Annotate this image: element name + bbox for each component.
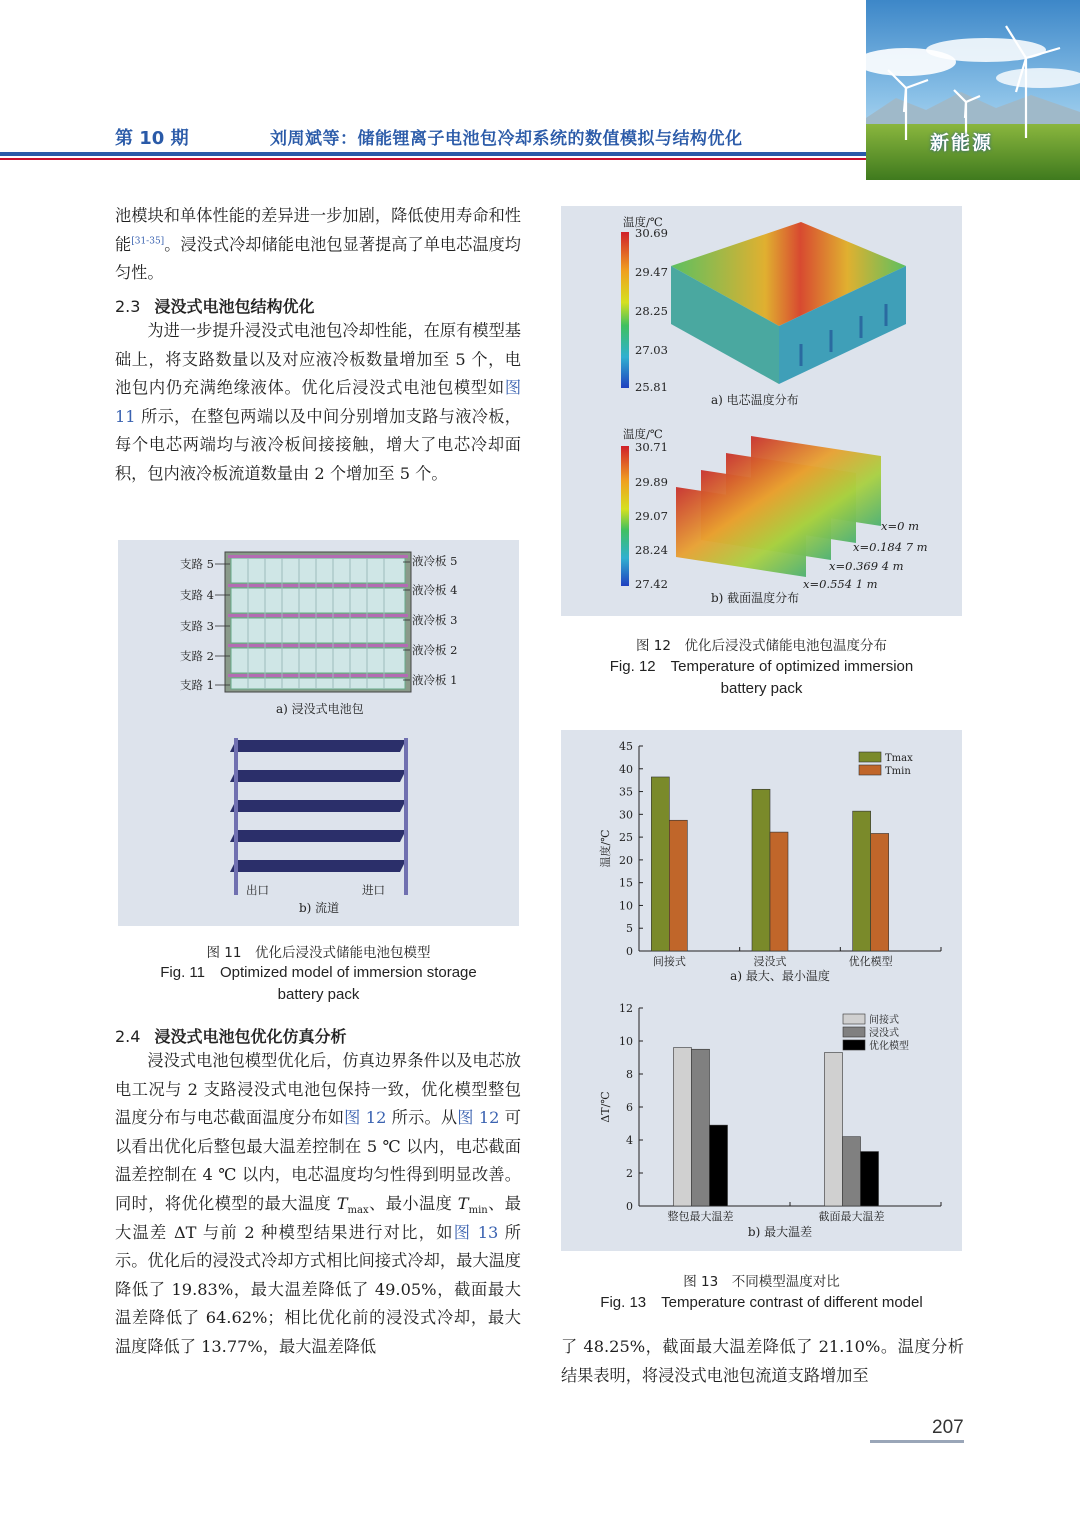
y-tick-label: 5 [626,922,633,936]
legend-label: Tmax [885,753,913,764]
bar [651,777,669,951]
page-header [0,0,1080,180]
running-title: 刘周斌等：储能锂离子电池包冷却系统的数值模拟与结构优化 [270,129,743,149]
corner-label: 新能源 [930,132,994,154]
colorbar-tick: 29.89 [635,475,668,489]
figure-ref[interactable]: 图 12 [457,1108,500,1128]
legend-swatch [859,765,881,775]
chart-title: a) 最大、最小温度 [730,969,830,983]
colorbar-title: 温度/℃ [623,215,663,229]
colorbar-tick: 25.81 [635,380,668,394]
text-run: 为进一步提升浸没式电池包冷却性能，在原有模型基础上，将支路数量以及对应液冷板数量增加至 5 个，电池包内仍充满绝缘液体。优化后浸没式电池包模型如 [115,321,521,398]
figure-12-caption-en [561,656,962,700]
figure-13-charts [561,730,962,1251]
x-tick-label: 优化模型 [848,955,893,968]
plate-label: 液冷板 1 [412,673,458,687]
colorbar-tick: 27.03 [635,343,668,357]
y-tick-label: 4 [626,1134,633,1147]
symbol: T [457,1193,469,1213]
bar [843,1137,861,1206]
colorbar-a-ticks [635,226,668,394]
y-tick-label: 6 [626,1101,633,1114]
section-title: 浸没式电池包优化仿真分析 [154,1027,347,1046]
plate-label: 液冷板 3 [412,613,458,627]
slice-label: x=0.369 4 m [829,559,904,573]
slice-label: x=0 m [881,519,919,533]
bar [861,1152,879,1206]
bar [770,832,788,951]
x-tick-label: 截面最大温差 [818,1210,885,1223]
bar [825,1053,843,1206]
section-number: 2.3 [115,297,141,316]
figure-11-caption-en [118,962,519,1006]
y-tick-label: 2 [626,1167,633,1180]
x-tick-label: 整包最大温差 [667,1210,734,1223]
text-run: 可以看出优化后整包最大温差控制在 5 ℃ 以内，电芯截面温差控制在 4 ℃ 以内，电芯温度均匀性得到明显改善。同时，将优化模型的最大温度 [115,1108,521,1213]
y-tick-label: 10 [619,899,633,913]
sub-caption-a: a) 浸没式电池包 [276,702,364,716]
figure-11 [118,540,519,926]
text-run: 池模块和单体性能的差异进一步加剧，降低使用寿命和性能 [115,206,521,254]
bar [669,820,687,951]
header-rule-blue [0,152,866,156]
y-tick-label: 35 [619,785,633,799]
branch-label: 支路 3 [180,619,214,633]
figure-13 [561,730,962,1251]
section-2-3-paragraph [115,317,521,489]
section-title: 浸没式电池包结构优化 [154,297,315,316]
y-tick-label: 8 [626,1068,633,1081]
section-heading-2-4 [115,1024,346,1047]
plate-label: 液冷板 2 [412,643,458,657]
bar [871,833,889,951]
figure-12 [561,206,962,616]
section-number: 2.4 [115,1027,141,1046]
figure-13-caption-cn: 图 13 不同模型温度对比 [683,1274,840,1290]
x-tick-label: 间接式 [652,955,686,968]
branch-label: 支路 5 [180,557,214,571]
y-tick-label: 0 [626,1200,633,1213]
caption-line: battery pack [720,680,803,697]
citation-ref[interactable]: [31-35] [131,236,165,247]
battery-modules [231,558,405,689]
plate-labels [412,554,457,687]
caption-line: Fig. 11 Optimized model of immersion storage [160,964,477,981]
flow-channels [230,738,406,895]
figure-13-caption-en: Fig. 13 Temperature contrast of different model [600,1294,923,1311]
y-tick-label: 30 [619,808,633,822]
y-tick-label: 15 [619,876,633,890]
x-tick-label: 浸没式 [753,955,787,968]
legend-swatch [843,1040,865,1050]
colorbar-tick: 27.42 [635,577,668,591]
colorbar-tick: 28.24 [635,543,668,557]
text-run: 所示，在整包两端以及中间分别增加支路与液冷板，每个电芯两端均与液冷板间接接触，增大了电芯冷却面积，包内液冷板流道数量由 2 个增加至 5 个。 [115,406,521,483]
section-slices [676,436,881,577]
colorbar-b-ticks [635,440,668,591]
colorbar-title: 温度/℃ [623,427,663,441]
symbol: T [336,1193,348,1213]
figure-11-caption-cn: 图 11 优化后浸没式储能电池包模型 [206,945,431,961]
page-number: 207 [932,1417,964,1438]
figure-ref[interactable]: 图 13 [453,1222,499,1242]
legend-swatch [843,1014,865,1024]
header-rule-red [0,158,866,160]
colorbar-tick: 29.07 [635,509,668,523]
plate-label: 液冷板 5 [412,554,458,568]
bar [752,789,770,951]
corner-photo [866,0,1080,180]
section-heading-2-3 [115,294,314,317]
figure-12-caption-cn: 图 12 优化后浸没式储能电池包温度分布 [636,638,887,654]
bar [674,1048,692,1206]
branch-labels [180,557,214,692]
sub-caption-b: b) 截面温度分布 [711,591,800,605]
text-run: 、最小温度 [368,1193,458,1213]
y-tick-label: 0 [626,945,633,958]
figure-ref[interactable]: 图 12 [344,1108,387,1128]
y-tick-label: 12 [619,1002,633,1015]
outlet-label: 出口 [246,883,269,897]
figure-11-drawing [118,540,519,926]
slice-label: x=0.184 7 m [853,540,928,554]
colorbar-tick: 30.69 [635,226,668,240]
y-tick-label: 20 [619,853,633,867]
plate-label: 液冷板 4 [412,583,458,597]
text-run: 浸没式电池包模型优化后，仿真边界条件以及电芯放电工况与 2 支路浸没式电池包保持一致，优化模型整包温度分布与电芯截面温度分布如 [115,1051,521,1128]
page-number-bar [870,1440,964,1443]
text-run: 。浸没式冷却储能电池包显著提高了单电芯温度均匀性。 [115,234,521,283]
text-run: 所示。从 [386,1108,458,1128]
left-top-paragraph [115,202,521,288]
sub-caption-a: a) 电芯温度分布 [711,393,799,407]
right-bottom-paragraph: 了 48.25%，截面最大温差降低了 21.10%。温度分析结果表明，将浸没式电池包流道支路增加至 [561,1337,964,1385]
symbol-subscript: max [347,1205,369,1217]
y-axis-label: ΔT/℃ [599,1091,612,1123]
bar [853,811,871,951]
colorbar-tick: 30.71 [635,440,668,454]
colorbar-b [621,446,629,586]
text-run: 、最大温差 ΔT 与前 2 种模型结果进行对比，如 [115,1193,521,1242]
chart-title: b) 最大温差 [747,1225,813,1239]
legend-swatch [859,752,881,762]
branch-label: 支路 1 [180,678,214,692]
slice-label: x=0.554 1 m [803,577,878,591]
colorbar-a [621,232,629,388]
section-2-4-paragraph [115,1047,521,1362]
y-tick-label: 10 [619,1035,633,1048]
branch-label: 支路 4 [180,588,214,602]
caption-line: battery pack [277,986,360,1003]
y-tick-label: 45 [619,740,633,753]
symbol-subscript: min [468,1205,488,1217]
legend-swatch [843,1027,865,1037]
legend-label: 优化模型 [869,1041,909,1052]
issue-number: 第 10 期 [115,128,189,149]
legend-label: 间接式 [869,1015,899,1026]
colorbar-tick: 28.25 [635,304,668,318]
figure-12-drawing [561,206,962,616]
branch-label: 支路 2 [180,649,214,663]
figure-ref[interactable]: 图 11 [115,378,521,426]
bar [710,1125,728,1206]
y-tick-label: 40 [619,762,633,776]
sub-caption-b: b) 流道 [299,901,340,915]
y-axis-label: 温度/℃ [599,829,612,868]
inlet-label: 进口 [362,883,385,897]
caption-line: Fig. 12 Temperature of optimized immersion [609,658,914,675]
bar [692,1049,710,1206]
text-run: 所示。优化后的浸没式冷却方式相比间接式冷却，最大温度降低了 19.83%，最大温差降低了 49.05%，截面最大温差降低了 64.62%；相比优化前的浸没式冷却，最大温度降低了 13.77%，最大温差降低 [115,1222,521,1356]
pack-temperature-3d [671,222,906,384]
legend-label: 浸没式 [869,1028,899,1039]
y-tick-label: 25 [619,831,633,845]
colorbar-tick: 29.47 [635,265,668,279]
legend-label: Tmin [885,766,911,777]
